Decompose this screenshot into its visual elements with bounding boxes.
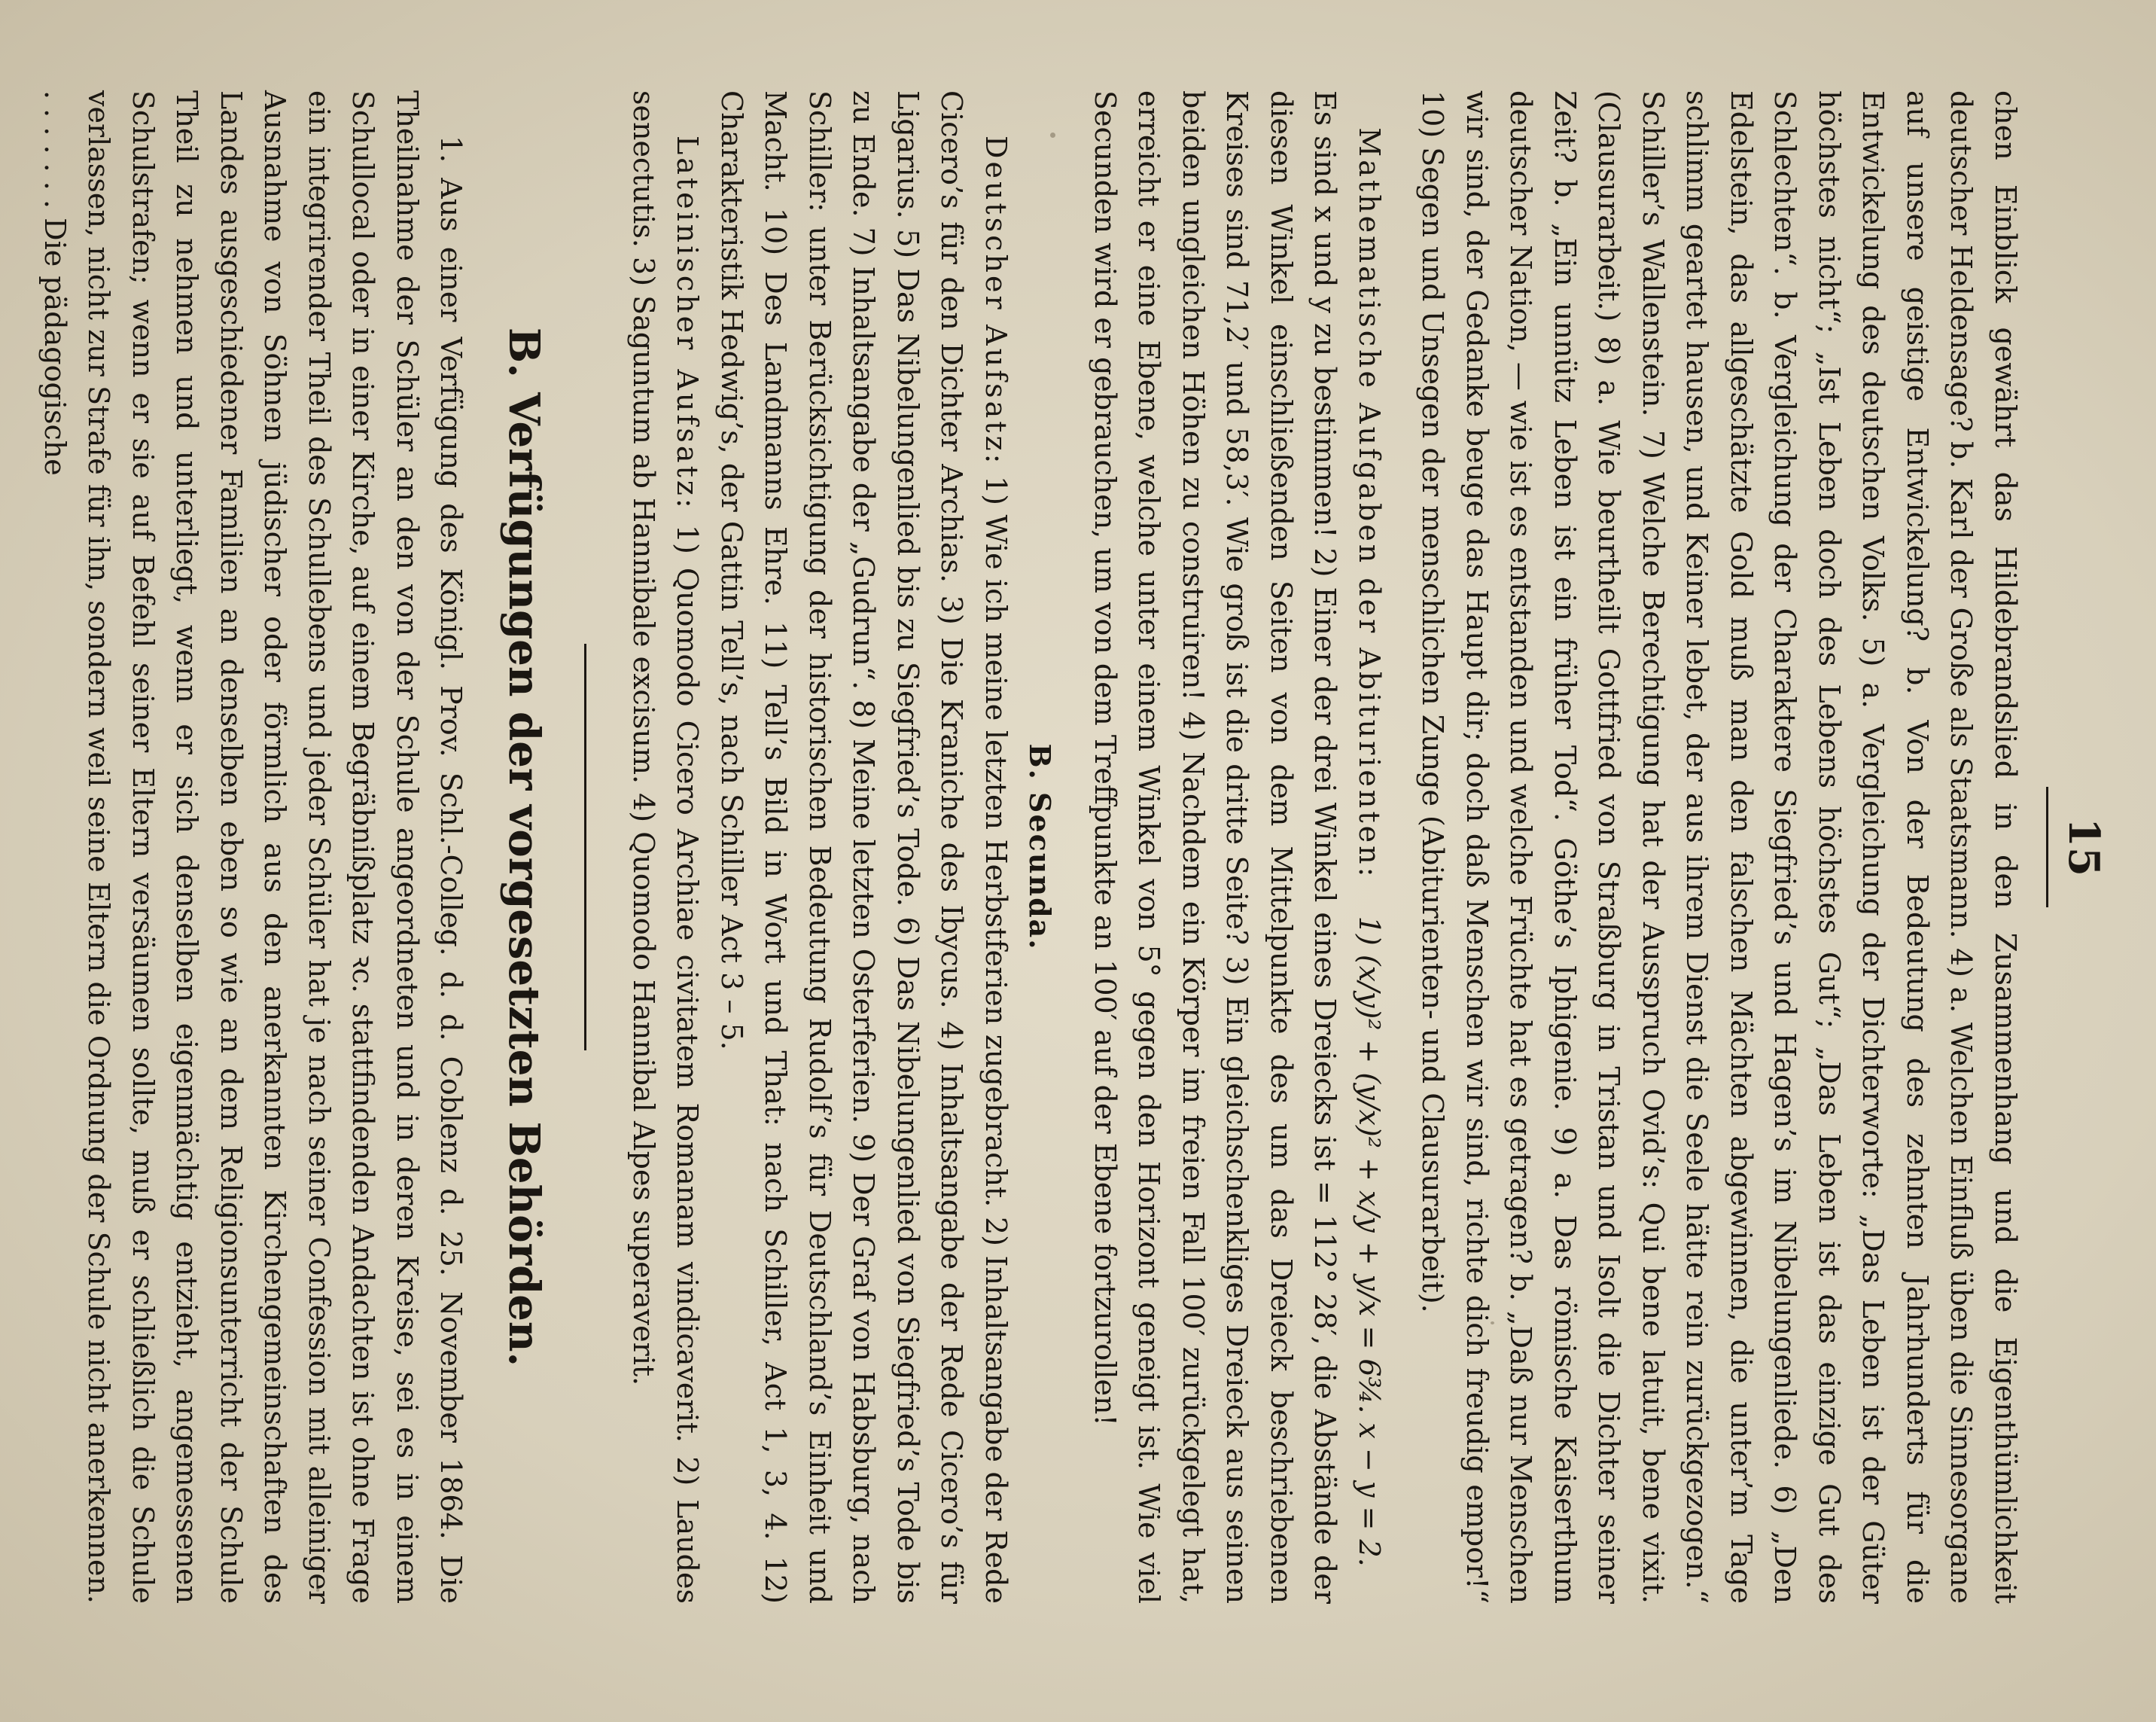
abiturienten-topics-text: chen Einblick gewährt das Hildebrandslied in den Zusammenhang und die Eigenthümlichkeit deutscher Heldensage? b. Karl der Große als Staatsmann. 4) a. Welchen Einfluß üben die Sinnesorgane auf unsere geistige Entwickelung? b. Von der Bedeutung des zehnten Jahrhunderts für die Entwickelung des deutschen Volks. 5) a. Vergleichung der Dichterworte: „Das Leben ist der Güter höchstes nicht“; „Ist Leben doch des Lebens höchstes Gut“; „Das Leben ist das einzige Gut des Schlechten“. b. Vergleichung der Charaktere Siegfried’s und Hagen’s im Nibelungenliede. 6) „Den Edelstein, das allgeschätzte Gold muß man den falschen Mächten abgewinnen, die unter’m Tage schlimm geartet hausen, und Keiner lebet, der aus ihrem Dienst die Seele hätte rein zurückgezogen.“ Schiller’s Wallenstein. 7) Welche Berechtigung hat der Ausspruch Ovid’s: Qui bene latuit, bene vixit. (Clausurarbeit.) 8) a. Wie beurtheilt Gottfried von Straßburg in Tristan und Isolt die Dichter seiner Zeit? b. „Ein unnütz Leben ist ein früher Tod“. Göthe’s Iphigenie. 9) a. Das römische Kaiserthum deutscher Nation, — wie ist es entstanden und welche Früchte hat es getragen? b. „Daß nur Menschen wir sind, der Gedanke beuge das Haupt dir; doch daß Menschen wir sind, richte dich freudig empor!“ 10) Segen und Unsegen der menschlichen Zunge (Abiturienten- und Clausurarbeit). bbox=[1416, 90, 2022, 1604]
decree-paragraph: 1. Aus einer Verfügung des Königl. Prov. Schl.-Colleg. d. d. Coblenz d. 25. November 1864. Die Theilnahme der Schüler an den von der Schule angeordneten und in deren Kreise, sei es in einem Schullocal oder in einer Kirche, auf einem Begräbnißplatz ꝛc. stattfindenden Andachten ist ohne Frage ein integrirender Theil des Schullebens und jeder Schüler hat je nach seiner Confession mit alleiniger Ausnahme von Söhnen jüdischer oder förmlich aus den anerkannten Kirchengemeinschaften des Landes ausgeschiedener Familien an denselben eben so wie an dem Religionsunterricht der Schule Theil zu nehmen und unterliegt, wenn er sich denselben eigenmächtig entzieht, angemessenen Schulstrafen; wenn er sie auf Befehl seiner Eltern versäumen sollte, muß er schließlich die Schule verlassen, nicht zur Strafe für ihn, sondern weil seine Eltern die Ordnung der Schule nicht anerkennen. . . . . . . . Die pädagogische bbox=[38, 90, 468, 1604]
latin-essay-label: Lateinischer Aufsatz: bbox=[671, 136, 705, 511]
math-tasks-line bbox=[1348, 90, 1392, 1604]
math-formula: 1) (x/y)² + (y/x)² + x/y + y/x = 6¾. x − y = 2. bbox=[1353, 916, 1386, 1567]
book-page bbox=[38, 90, 2114, 1604]
section-divider bbox=[585, 644, 587, 1050]
page-number: 15 bbox=[2059, 818, 2109, 876]
german-essay-topics: 1) Wie ich meine letzten Herbstferien zugebracht. 2) Inhaltsangabe der Rede Cicero’s für den Dichter Archias. 3) Die Kraniche des Ibycus. 4) Inhaltsangabe der Rede Cicero’s für Ligarius. 5) Das Nibelungenlied bis zu Siegfried’s Tode. 6) Das Nibelungenlied von Siegfried’s Tode bis zu Ende. 7) Inhaltsangabe der „Gudrun“. 8) Meine letzten Osterferien. 9) Der Graf von Habsburg, nach Schiller: unter Berücksichtigung der historischen Bedeutung Rudolf’s für Deutschland’s Einheit und Macht. 10) Des Landmanns Ehre. 11) Tell’s Bild in Wort und That: nach Schiller, Act 1, 3, 4. 12) Charakteristik Hedwig’s, der Gattin Tell’s, nach Schiller Act 3 – 5. bbox=[715, 90, 1013, 1604]
german-essay-paragraph bbox=[710, 90, 1019, 1604]
header-rule bbox=[2046, 787, 2048, 907]
secunda-heading: B. Secunda. bbox=[1023, 743, 1058, 951]
latin-essay-paragraph bbox=[622, 90, 710, 1604]
page-body bbox=[33, 90, 2028, 1604]
german-essay-label: Deutscher Aufsatz: bbox=[979, 136, 1013, 467]
math-tasks-text: Es sind x und y zu bestimmen! 2) Einer der drei Winkel eines Dreiecks ist = 112° 28′, die Abstände der diesen Winkel einschließenden Seiten von dem Mittelpunkte des um das Dreieck beschriebenen Kreises sind 71,2′ und 58,3′. Wie groß ist die dritte Seite? 3) Ein gleichschenkliges Dreieck aus seinen beiden ungleichen Höhen zu construiren! 4) Nachdem ein Körper im freien Fall 100′ zurückgelegt hat, erreicht er eine Ebene, welche unter einem Winkel von 5° gegen den Horizont geneigt ist. Wie viel Secunden wird er gebrauchen, um von dem Treffpunkte an 100′ auf der Ebene fortzurollen! bbox=[1089, 90, 1342, 1604]
latin-essay-topics: 1) Quomodo Cicero Archiae civitatem Romanam vindicaverit. 2) Laudes senectutis. 3) Saguntum ab Hannibale excisum. 4) Quomodo Hannibal Alpes superaverit. bbox=[627, 90, 705, 1604]
decrees-title: B. Verfügungen der vorgesetzten Behörden. bbox=[499, 327, 550, 1367]
page-header bbox=[2046, 90, 2114, 1604]
math-tasks-heading: Mathematische Aufgaben der Abiturienten: bbox=[1353, 127, 1386, 880]
